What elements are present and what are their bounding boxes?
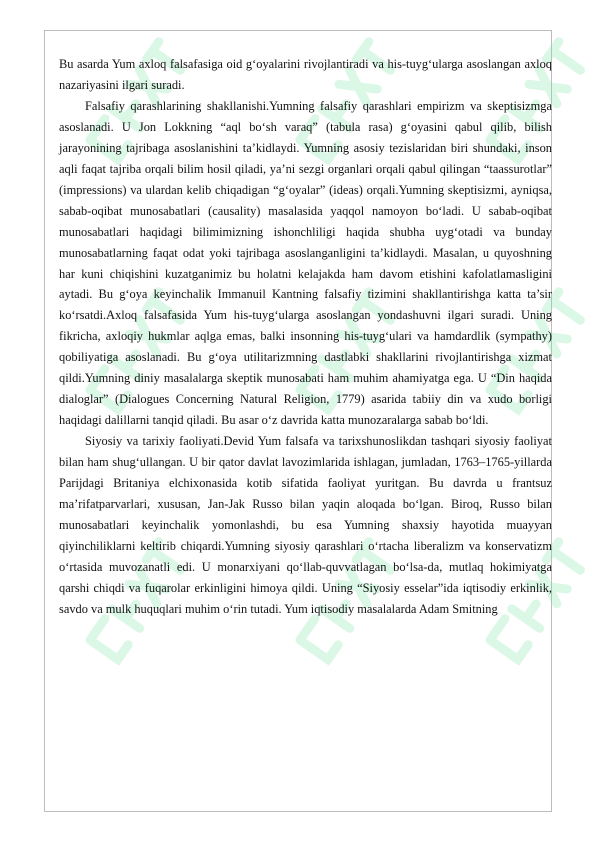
paragraph-political-activity: Siyosiy va tarixiy faoliyati.Devid Yum falsafa va tarixshunoslikdan tashqari siyosiy faoliyat bilan ham shug‘ullangan. U bir qator davlat lavozimlarida ishlagan, jumladan, 1763–1765-yillarda Parijdagi Britaniya elchixonasida kotib sifatida faoliyat yuritgan. Bu davrda u frantsuz ma’rifatparvarlari, xususan, Jan-Jak Russo bilan yaqin aloqada bo‘lgan. Biroq, Russo bilan munosabatlari keyinchalik yomonlashdi, bu esa Yumning shaxsiy hayotida muayyan qiyinchiliklarni keltirib chiqardi.Yumning siyosiy qarashlari o‘rtacha liberalizm va konservatizm o‘rtasida muvozanatli edi. U monarxiyani qo‘llab-quvvatlagan bo‘lsa-da, mutlaq hokimiyatga qarshi chiqdi va fuqarolar erkinligini himoya qildi. Uning “Siyosiy esselar”ida iqtisodiy erkinlik, savdo va mulk huquqlari muhim o‘rin tutadi. Yum iqtisodiy masalalarda Adam Smitning — [59, 434, 552, 616]
paragraph-intro: Bu asarda Yum axloq falsafasiga oid g‘oyalarini rivojlantiradi va his-tuyg‘ularga asoslangan axloq nazariyasini ilgari suradi. — [59, 57, 552, 92]
paragraph-philosophical-views: Falsafiy qarashlarining shakllanishi.Yumning falsafiy qarashlari empirizm va skeptisizmga asoslanadi. U Jon Lokkning “aql bo‘sh varaq” (tabula rasa) g‘oyasini qabul qilib, bilish jarayonining tajribaga asoslanishini ta’kidlaydi. Yumning asosiy tezislaridan biri shundaki, inson aqli faqat tajriba orqali bilim hosil qiladi, ya’ni sezgi organlari orqali qabul qilingan “taassurotlar” (impressions) va ulardan kelib chiqadigan “g‘oyalar” (ideas) orqali.Yumning skeptisizmi, ayniqsa, sabab-oqibat munosabatlari (causality) masalasida yaqqol namoyon bo‘ladi. U sabab-oqibat munosabatlari haqidagi bilimimizning ishonchliligi haqida shubha uyg‘otadi va bunday munosabatlarning faqat odat yoki tajribaga asoslanganligini ta’kidlaydi. Masalan, u quyoshning har kuni chiqishini kuzatganimiz bu holatni kelajakda ham davom etishini kafolatlamasligini aytadi. Bu g‘oya keyinchalik Immanuil Kantning falsafiy tizimini shakllantirishga katta ta’sir ko‘rsatdi.Axloq falsafasida Yum his-tuyg‘ularga asoslangan yondashuvni ilgari suradi. Uning fikricha, axloqiy hukmlar aqlga emas, balki insonning his-tuyg‘ulari va hamdardlik (sympathy) qobiliyatiga asoslanadi. Bu g‘oya utilitarizmning dastlabki shakllarini rivojlantirishga xizmat qildi.Yumning diniy masalalarga skeptik munosabati ham muhim ahamiyatga ega. U “Din haqida dialoglar” (Dialogues Concerning Natural Religion, 1779) asarida tabiiy din va xudo borligi haqidagi dalillarni tanqid qiladi. Bu asar o‘z davrida katta munozaralarga sabab bo‘ldi. — [59, 98, 552, 428]
document-body — [59, 54, 552, 620]
